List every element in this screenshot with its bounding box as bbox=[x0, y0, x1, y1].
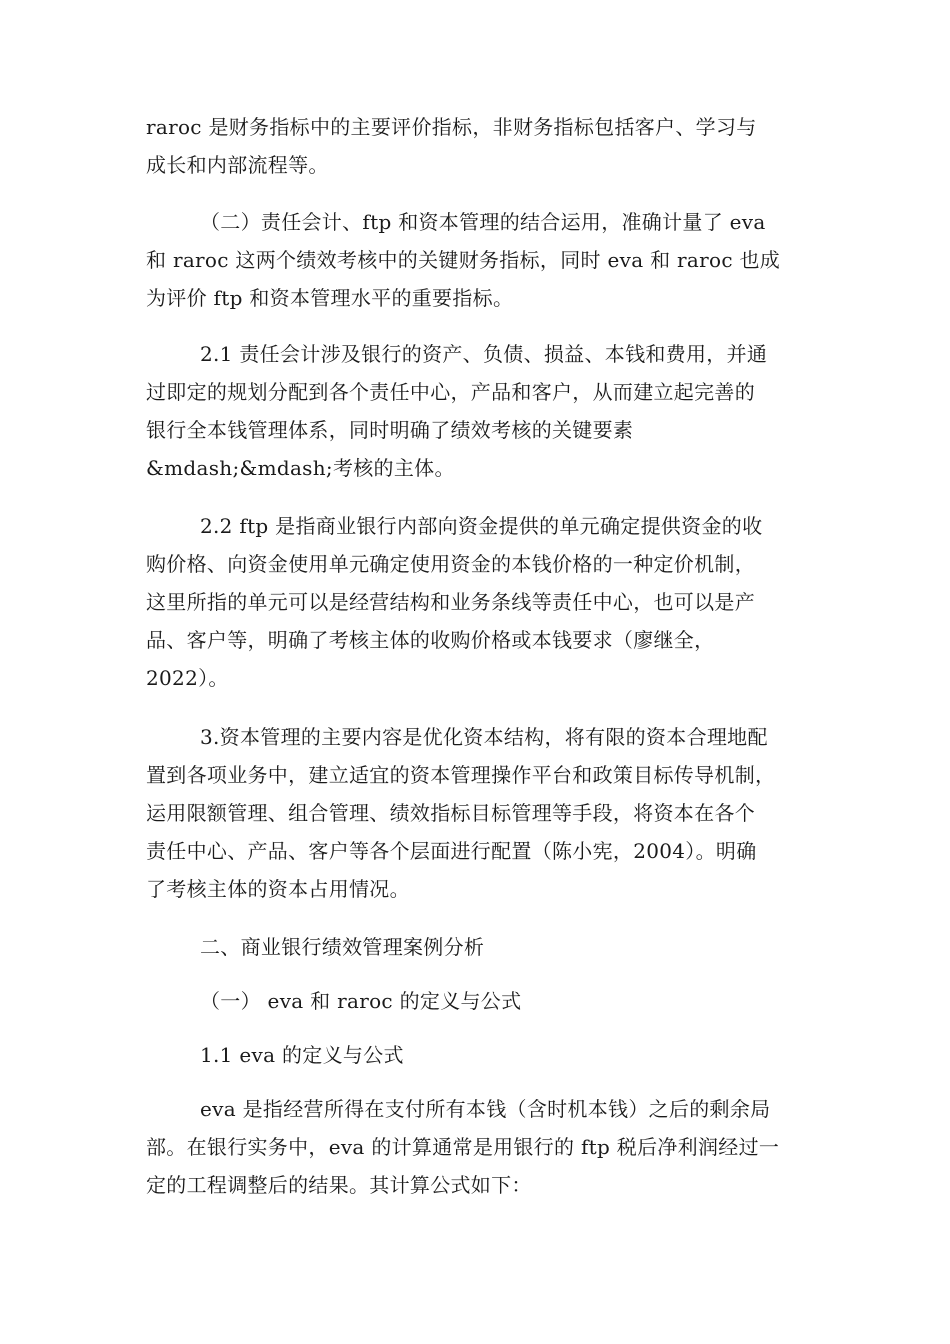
text-line: 定的工程调整后的结果。其计算公式如下： bbox=[146, 1173, 532, 1197]
text-line: &mdash;&mdash;考核的主体。 bbox=[146, 456, 455, 480]
paragraph-3 bbox=[146, 718, 806, 908]
text-line: 部。在银行实务中，eva 的计算通常是用银行的 ftp 税后净利润经过一 bbox=[146, 1135, 780, 1159]
heading-case-analysis bbox=[146, 928, 806, 966]
text-line: 和 raroc 这两个绩效考核中的关键财务指标，同时 eva 和 raroc 也成 bbox=[146, 248, 781, 272]
text-line: 这里所指的单元可以是经营结构和业务条线等责任中心，也可以是产 bbox=[146, 590, 755, 614]
text-line: 成长和内部流程等。 bbox=[146, 153, 329, 177]
text-line: 银行全本钱管理体系，同时明确了绩效考核的关键要素 bbox=[146, 418, 634, 442]
text-line: 责任中心、产品、客户等各个层面进行配置（陈小宪，2004）。明确 bbox=[146, 839, 757, 863]
text-line: eva 是指经营所得在支付所有本钱（含时机本钱）之后的剩余局 bbox=[200, 1097, 771, 1121]
text-line: 2.2 ftp 是指商业银行内部向资金提供的单元确定提供资金的收 bbox=[200, 514, 763, 538]
text-line: 品、客户等，明确了考核主体的收购价格或本钱要求（廖继全， bbox=[146, 628, 715, 652]
text-line: 二、商业银行绩效管理案例分析 bbox=[200, 935, 485, 959]
text-line: 了考核主体的资本占用情况。 bbox=[146, 877, 410, 901]
text-line: 为评价 ftp 和资本管理水平的重要指标。 bbox=[146, 286, 514, 310]
heading-eva-definition bbox=[146, 1036, 806, 1074]
text-line: 1.1 eva 的定义与公式 bbox=[200, 1043, 404, 1067]
text-line: 2022）。 bbox=[146, 666, 229, 690]
paragraph-section-two bbox=[146, 203, 806, 317]
text-line: raroc 是财务指标中的主要评价指标，非财务指标包括客户、学习与 bbox=[146, 115, 757, 139]
text-line: 运用限额管理、组合管理、绩效指标目标管理等手段，将资本在各个 bbox=[146, 801, 755, 825]
paragraph-2-2 bbox=[146, 507, 806, 697]
text-line: 2.1 责任会计涉及银行的资产、负债、损益、本钱和费用，并通 bbox=[200, 342, 768, 366]
text-line: （二）责任会计、ftp 和资本管理的结合运用，准确计量了 eva bbox=[200, 210, 766, 234]
text-line: （一） eva 和 raroc 的定义与公式 bbox=[200, 989, 522, 1013]
paragraph-eva-definition bbox=[146, 1090, 806, 1204]
paragraph-raroc-intro bbox=[146, 108, 806, 184]
text-line: 3.资本管理的主要内容是优化资本结构，将有限的资本合理地配 bbox=[200, 725, 768, 749]
text-line: 过即定的规划分配到各个责任中心，产品和客户，从而建立起完善的 bbox=[146, 380, 755, 404]
text-line: 购价格、向资金使用单元确定使用资金的本钱价格的一种定价机制， bbox=[146, 552, 755, 576]
paragraph-2-1 bbox=[146, 335, 806, 487]
heading-eva-raroc bbox=[146, 982, 806, 1020]
text-line: 置到各项业务中，建立适宜的资本管理操作平台和政策目标传导机制， bbox=[146, 763, 776, 787]
